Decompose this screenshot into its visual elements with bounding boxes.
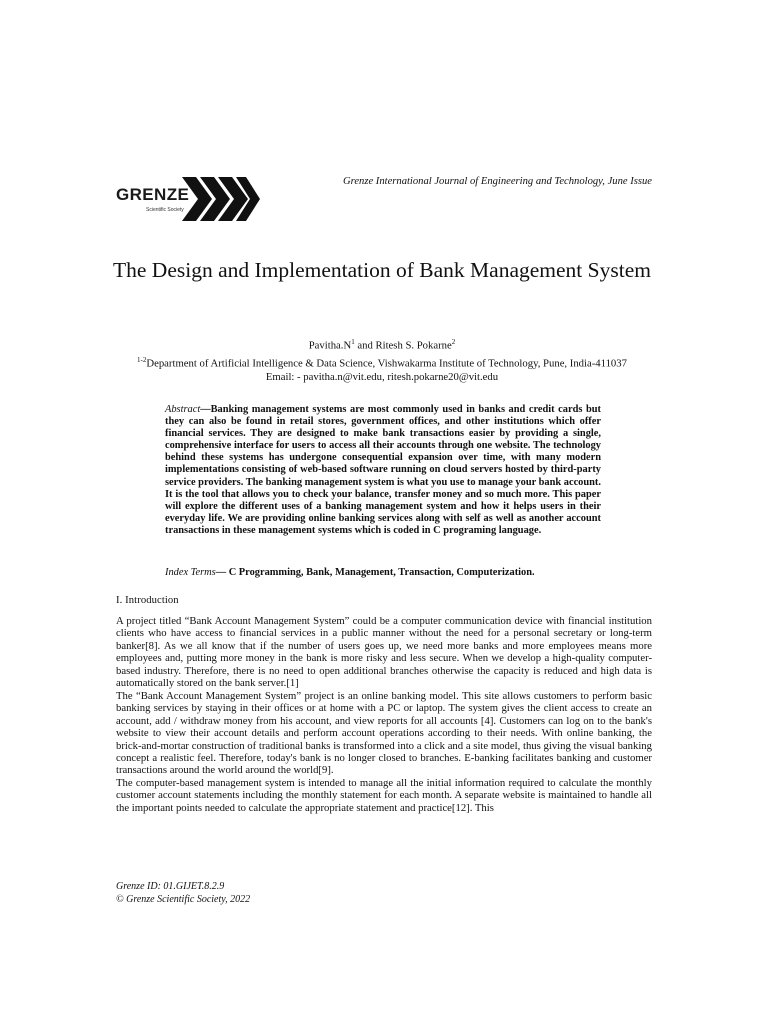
email-line: Email: - pavitha.n@vit.edu, ritesh.pokarne20@vit.edu <box>265 371 499 384</box>
footer <box>116 881 250 906</box>
body-text <box>116 615 652 814</box>
abstract-text: Banking management systems are most commonly used in banks and credit cards but they can also be found in retail stores, government offices, and other institutions which offer financial services. They are designed to make bank transactions easier by providing a single, comprehensive interface for users to access all their accounts through one website. The technology behind these systems has undergone consequential expansion over time, with many modern implementations consisting of web-based software running on cloud servers hosted by third-party service providers. The banking management system is what you use to manage your bank account. It is the tool that allows you to check your balance, transfer money and so much more. This paper will explore the different uses of a banking management system and how it helps users in their everyday life. We are providing online banking services along with self as well as another account transactions in these management systems which is coded in C programing language. <box>165 404 601 536</box>
paragraph: The “Bank Account Management System” project is an online banking model. This site allows customers to perform basic banking services by staying in their offices or at home with a PC or laptop. The system gives the client access to create an account, add / withdraw money from his account, and view reports for all accounts [4]. Customers can log on to the bank's website to view their account details and perform account operations according to their needs. With online banking, the brick-and-mortar construction of traditional banks is transformed into a click and a site model, thus giving the visual banking concept a realistic feel. Therefore, today's bank is no longer closed to branches. E-banking facilitates banking and customer transactions around the world around the world[9]. <box>116 689 652 777</box>
logo-subtext: Scientific Society <box>146 207 184 213</box>
author-1-sup: 1 <box>351 338 355 346</box>
section-heading: I. Introduction <box>116 595 179 606</box>
paragraph: The computer-based management system is intended to manage all the initial information required to calculate the monthly customer account statements including the monthly statement for each month. A separate website is maintained to handle all the important points needed to calculate the appropriate statement and practice[12]. This <box>116 776 652 814</box>
author-2: Ritesh S. Pokarne <box>375 339 452 352</box>
journal-header: Grenze International Journal of Engineering and Technology, June Issue <box>342 176 652 187</box>
abstract-label: Abstract <box>165 404 201 415</box>
logo-text: GRENZE <box>116 185 190 204</box>
grenze-logo <box>116 176 266 222</box>
affiliation: Department of Artificial Intelligence & Data Science, Vishwakarma Institute of Technology, Pune, India-411037 <box>146 357 627 370</box>
paragraph: A project titled “Bank Account Management System” could be a computer communication device with financial institution clients who have access to financial services in a public manner without the need for a personal secretary or long-term banker[8]. As we all know that if the number of users goes up, we need more banks and more employees means more employees and, putting more money in the bank is more risky and less secure. When we develop a high-quality computer-based industry. Therefore, there is no need to open additional branches otherwise the capacity is reduced and high data is automatically stored on the bank server.[1] <box>116 615 652 690</box>
author-line <box>100 335 664 353</box>
author-block <box>100 335 664 384</box>
affiliation-sup: 1-2 <box>137 355 147 364</box>
author-2-sup: 2 <box>451 338 456 346</box>
copyright: © Grenze Scientific Society, 2022 <box>116 893 251 905</box>
index-terms <box>165 567 601 578</box>
index-terms-label: Index Terms <box>165 567 216 578</box>
abstract-dash: — <box>200 404 211 415</box>
abstract <box>165 404 601 537</box>
chevrons-icon <box>174 177 264 221</box>
affiliation-line <box>100 353 664 371</box>
paper-title: The Design and Implementation of Bank Management System <box>113 258 651 282</box>
author-and: and <box>354 339 376 352</box>
author-1: Pavitha.N <box>308 339 352 352</box>
grenze-id: Grenze ID: 01.GIJET.8.2.9 <box>116 881 225 892</box>
index-terms-text: — C Programming, Bank, Management, Transaction, Computerization. <box>215 567 535 578</box>
